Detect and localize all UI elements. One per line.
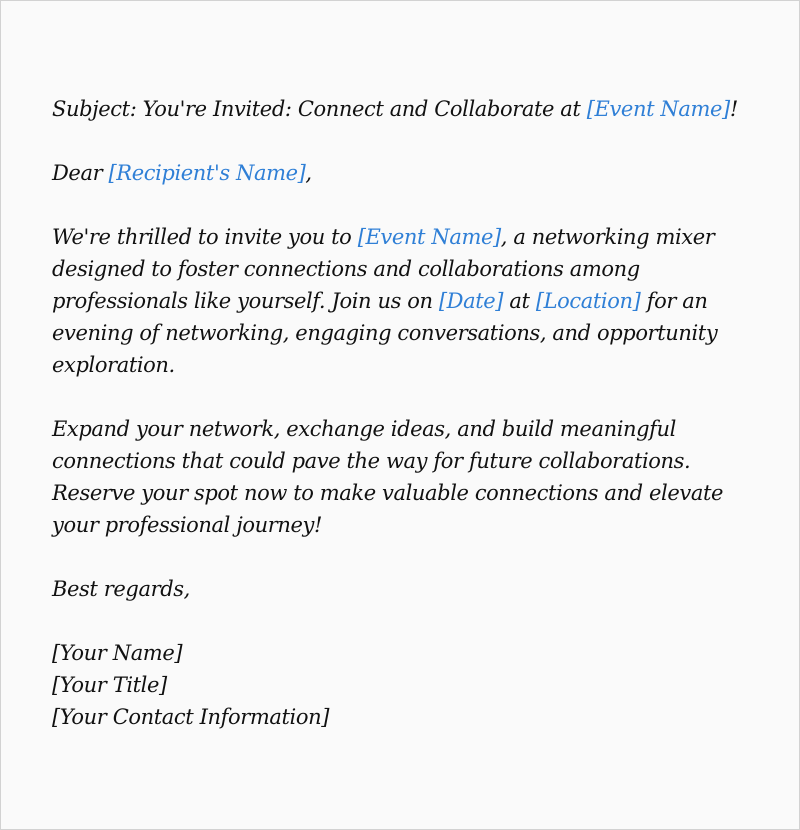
paragraph-call-to-action [52,413,752,541]
greeting-text: Dear [52,161,109,185]
event-name-placeholder: [Event Name] [357,225,501,249]
signature-block [52,637,752,733]
text-run: professionals like yourself. Join us on [52,289,439,313]
spacer [52,189,752,221]
subject-suffix: ! [729,97,738,121]
paragraph-line: your professional journey! [52,513,322,537]
paragraph-line: exploration. [52,353,175,377]
signature-name: [Your Name] [52,641,183,665]
date-placeholder: [Date] [438,289,504,313]
paragraph-line: connections that could pave the way for future collaborations. [52,449,691,473]
location-placeholder: [Location] [535,289,641,313]
text-run: for an [640,289,708,313]
greeting-suffix: , [305,161,312,185]
spacer [52,605,752,637]
paragraph-line [52,221,752,253]
spacer [52,541,752,573]
text-run: We're thrilled to invite you to [52,225,358,249]
paragraph-line: evening of networking, engaging conversations, and opportunity [52,321,718,345]
paragraph-line: designed to foster connections and collaborations among [52,257,640,281]
event-name-placeholder: [Event Name] [586,97,730,121]
signature-title: [Your Title] [52,673,167,697]
spacer [52,125,752,157]
text-run: , a networking mixer [500,225,715,249]
invitation-letter [52,93,752,733]
paragraph-line [52,285,752,317]
paragraph-invitation [52,221,752,381]
spacer [52,381,752,413]
text-run: at [503,289,536,313]
subject-text: Subject: You're Invited: Connect and Collaborate at [52,97,587,121]
paragraph-line: Reserve your spot now to make valuable connections and elevate [52,481,724,505]
greeting-line [52,157,752,189]
signature-contact: [Your Contact Information] [52,705,330,729]
recipient-name-placeholder: [Recipient's Name] [108,161,306,185]
subject-line [52,93,752,125]
paragraph-line: Expand your network, exchange ideas, and build meaningful [52,417,676,441]
closing-line: Best regards, [52,577,190,601]
